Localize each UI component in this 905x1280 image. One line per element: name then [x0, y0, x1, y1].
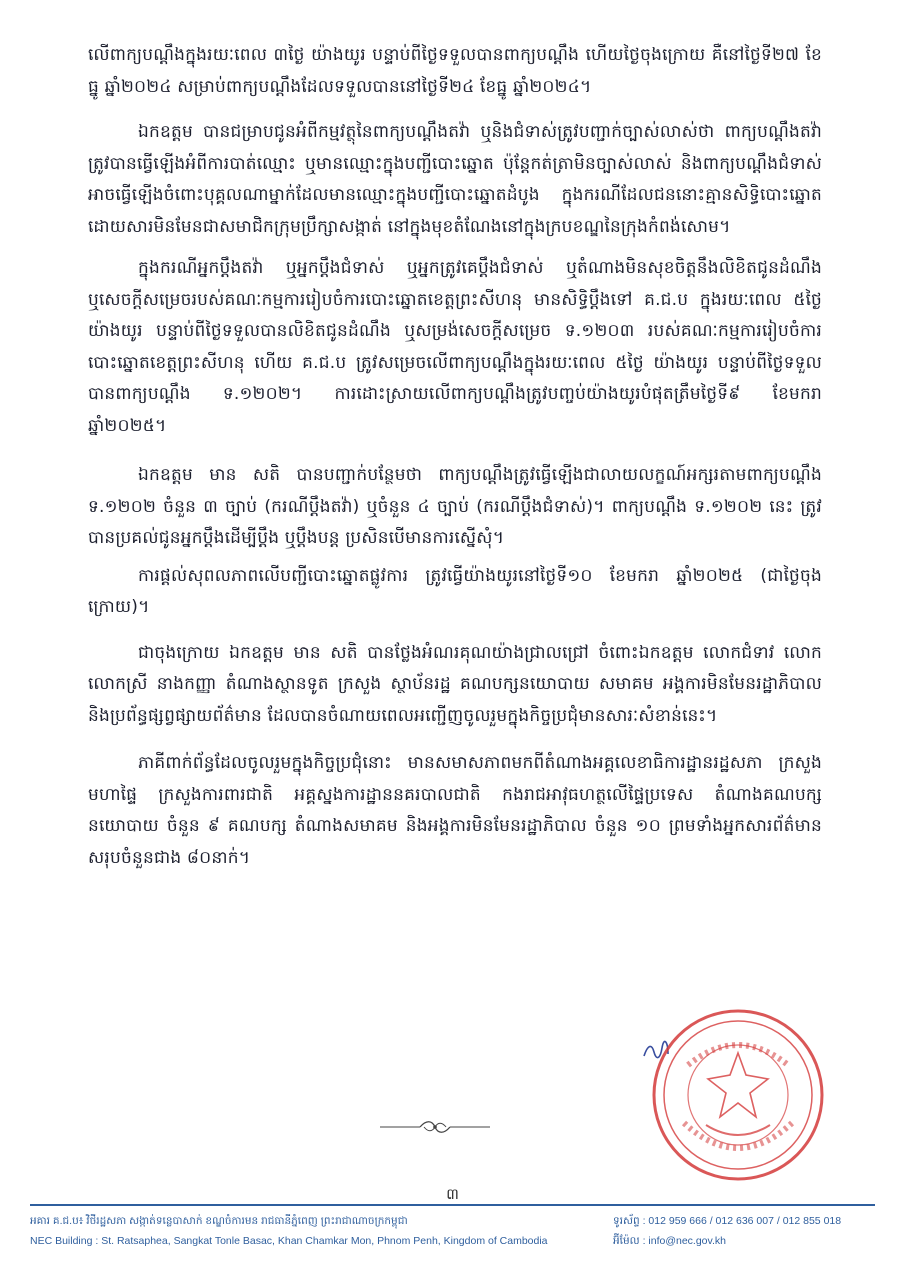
decorative-ornament-icon — [380, 1118, 490, 1136]
paragraph-3: ក្នុងករណីអ្នកប្តឹងតវ៉ា ឬអ្នកប្តឹងជំទាស់ ឬអ្នកត្រូវគេប្តឹងជំទាស់ ឬតំណាងមិនសុខចិត្តនឹងលិខិតជូនដំណឹង ឬសេចក្តីសម្រេចរបស់គណៈកម្មការរៀបចំការបោះឆ្នោតខេត្តព្រះសីហនុ មានសិទ្ធិប្តឹងទៅ គ.ជ.ប ក្នុងរយៈពេល ៥ថ្ងៃ យ៉ាងយូរ បន្ទាប់ពីថ្ងៃទទួលបានលិខិតជូនដំណឹង ឬសម្រង់សេចក្តីសម្រេច ទ.១២០៣ របស់គណៈកម្មការរៀបចំការបោះឆ្នោតខេត្តព្រះសីហនុ ហើយ គ.ជ.ប ត្រូវសម្រេចលើពាក្យបណ្តឹងក្នុងរយៈពេល ៥ថ្ងៃ យ៉ាងយូរ បន្ទាប់ពីថ្ងៃទទួលបានពាក្យបណ្តឹង ទ.១២០២។ ការដោះស្រាយលើពាក្យបណ្តឹងត្រូវបញ្ចប់យ៉ាងយូរបំផុតត្រឹមថ្ងៃទី៩ ខែមករា ឆ្នាំ២០២៥។ — [88, 258, 822, 436]
footer-address-khmer: អគារ គ.ជ.ប៖ វិថីរដ្ឋសភា សង្កាត់ទន្លេបាសាក់ ខណ្ឌចំការមន រាជធានីភ្នំពេញ ព្រះរាជាណាចក្រកម្ពុជា — [30, 1215, 408, 1227]
paragraph-7: ភាគីពាក់ព័ន្ធដែលចូលរួមក្នុងកិច្ចប្រជុំនោះ មានសមាសភាពមកពីតំណាងអគ្គលេខាធិការដ្ឋានរដ្ឋសភា ក្រសួងមហាផ្ទៃ ក្រសួងការពារជាតិ អគ្គស្នងការដ្ឋាននគរបាលជាតិ កងរាជអាវុធហត្ថលើផ្ទៃប្រទេស តំណាងគណបក្សនយោបាយ ចំនួន ៩ គណបក្ស តំណាងសមាគម និងអង្គការមិនមែនរដ្ឋាភិបាល ចំនួន ១០ ព្រមទាំងអ្នកសារព័ត៌មាន សរុបចំនួនជាង ៨០នាក់។ — [88, 753, 822, 868]
paragraph-4: ឯកឧត្តម មាន សតិ បានបញ្ជាក់បន្ថែមថា ពាក្យបណ្តឹងត្រូវធ្វើឡើងជាលាយលក្ខណ៍អក្សរតាមពាក្យបណ្តឹង ទ.១២០២ ចំនួន ៣ ច្បាប់ (ករណីប្តឹងតវ៉ា) ឬចំនួន ៤ ច្បាប់ (ករណីប្តឹងជំទាស់)។ ពាក្យបណ្តឹង ទ.១២០២ នេះ ត្រូវបានប្រគល់ជូនអ្នកប្តឹងដើម្បីប្តឹង ឬប្តឹងបន្ត ប្រសិនបើមានការស្នើសុំ។ — [88, 465, 822, 548]
paragraph-5: ការផ្តល់សុពលភាពលើបញ្ជីបោះឆ្នោតផ្លូវការ ត្រូវធ្វើយ៉ាងយូរនៅថ្ងៃទី១០ ខែមករា ឆ្នាំ២០២៥ (ជាថ្ងៃចុងក្រោយ)។ — [88, 565, 822, 617]
document-body — [88, 40, 822, 884]
footer-phone: ទូរស័ព្ទ : 012 959 666 / 012 636 007 / 012 855 018 — [613, 1215, 842, 1227]
paragraph-6: ជាចុងក្រោយ ឯកឧត្តម មាន សតិ បានថ្លែងអំណរគុណយ៉ាងជ្រាលជ្រៅ ចំពោះឯកឧត្តម លោកជំទាវ លោក លោកស្រី នាងកញ្ញា តំណាងស្ថានទូត ក្រសួង ស្ថាប័នរដ្ឋ គណបក្សនយោបាយ សមាគម អង្គការមិនមែនរដ្ឋាភិបាល និងប្រព័ន្ធផ្សព្វផ្សាយព័ត៌មាន ដែលបានចំណាយពេលអញ្ជើញចូលរួមក្នុងកិច្ចប្រជុំមានសារៈសំខាន់នេះ។ — [88, 642, 822, 726]
paragraph-2: ឯកឧត្តម បានជម្រាបជូនអំពីកម្មវត្ថុនៃពាក្យបណ្តឹងតវ៉ា ឬនិងជំទាស់ត្រូវបញ្ជាក់ច្បាស់លាស់ថា ពាក្យបណ្តឹងតវ៉ា ត្រូវបានធ្វើឡើងអំពីការបាត់ឈ្មោះ ឬមានឈ្មោះក្នុងបញ្ជីបោះឆ្នោត ប៉ុន្តែកត់ត្រាមិនច្បាស់លាស់ និងពាក្យបណ្តឹងជំទាស់ អាចធ្វើឡើងចំពោះបុគ្គលណាម្នាក់ដែលមានឈ្មោះក្នុងបញ្ជីបោះឆ្នោតដំបូង ក្នុងករណីដែលជននោះគ្មានសិទ្ធិបោះឆ្នោត ដោយសារមិនមែនជាសមាជិកក្រុមប្រឹក្សាសង្កាត់ នៅក្នុងមុខតំណែងនៅក្នុងក្របខណ្ឌនៃក្រុងកំពង់សោម។ — [88, 122, 822, 237]
footer-divider — [30, 1204, 875, 1206]
page-number: ៣ — [446, 1185, 459, 1203]
footer — [30, 1211, 875, 1251]
footer-address-english: NEC Building : St. Ratsaphea, Sangkat Tonle Basac, Khan Chamkar Mon, Phnom Penh, Kingdom of Cambodia — [30, 1235, 548, 1247]
footer-email: អ៊ីម៉ែល : info@nec.gov.kh — [613, 1235, 727, 1247]
official-seal-icon — [648, 1005, 828, 1185]
paragraph-1: លើពាក្យបណ្តឹងក្នុងរយៈពេល ៣ថ្ងៃ យ៉ាងយូរ បន្ទាប់ពីថ្ងៃទទួលបានពាក្យបណ្តឹង ហើយថ្ងៃចុងក្រោយ គឺនៅថ្ងៃទី២៧ ខែធ្នូ ឆ្នាំ២០២៤ សម្រាប់ពាក្យបណ្តឹងដែលទទួលបាននៅថ្ងៃទី២៤ ខែធ្នូ ឆ្នាំ២០២៤។ — [88, 45, 822, 97]
